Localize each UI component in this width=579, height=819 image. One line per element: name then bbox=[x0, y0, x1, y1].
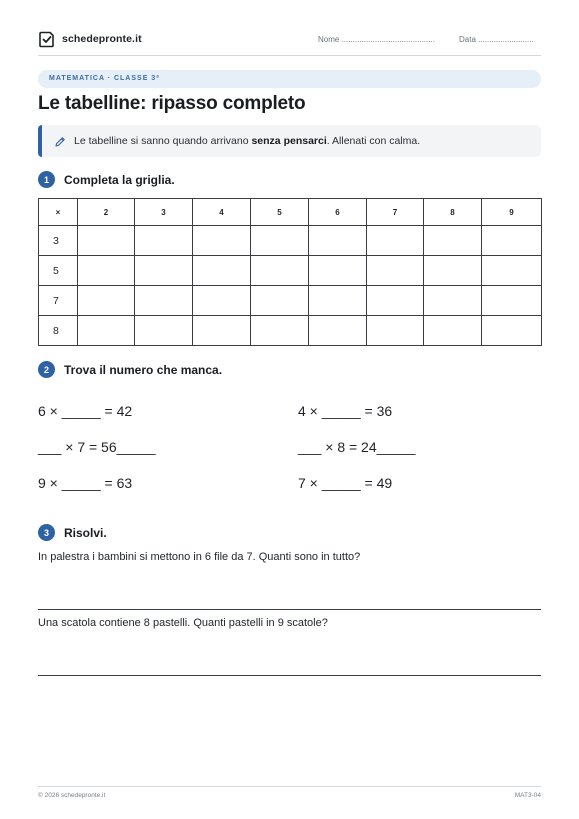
grid-col-header: 7 bbox=[367, 199, 424, 226]
equation-4: ___ × 8 = 24_____ bbox=[298, 439, 416, 455]
grid-answer-cell[interactable] bbox=[367, 286, 424, 316]
grid-answer-cell[interactable] bbox=[135, 316, 193, 346]
section-title: Trova il numero che manca. bbox=[64, 362, 223, 377]
grid-answer-cell[interactable] bbox=[78, 226, 135, 256]
brand-name: schedepronte.it bbox=[62, 33, 142, 45]
section-2-heading bbox=[38, 361, 222, 378]
grid-answer-cell[interactable] bbox=[424, 286, 482, 316]
grid-answer-cell[interactable] bbox=[193, 226, 251, 256]
grid-answer-cell[interactable] bbox=[251, 256, 309, 286]
grid-row bbox=[39, 226, 542, 256]
equation-3: ___ × 7 = 56_____ bbox=[38, 439, 156, 455]
grid-header-row bbox=[39, 199, 542, 226]
grid-corner: × bbox=[39, 199, 78, 226]
problem-1: In palestra i bambini si mettono in 6 file da 7. Quanti sono in tutto? bbox=[38, 551, 361, 563]
page-footer bbox=[38, 786, 541, 799]
equation-5: 9 × _____ = 63 bbox=[38, 475, 133, 491]
section-number-badge: 1 bbox=[38, 171, 55, 188]
tip-text: Le tabelline si sanno quando arrivano senza pensarci. Allenati con calma. bbox=[74, 135, 421, 147]
grid-answer-cell[interactable] bbox=[424, 316, 482, 346]
grid-answer-cell[interactable] bbox=[193, 316, 251, 346]
equation-6: 7 × _____ = 49 bbox=[298, 475, 393, 491]
grid-answer-cell[interactable] bbox=[193, 256, 251, 286]
grid-col-header: 6 bbox=[309, 199, 367, 226]
section-number-badge: 2 bbox=[38, 361, 55, 378]
page-title: Le tabelline: ripasso completo bbox=[38, 93, 306, 114]
grid-col-header: 8 bbox=[424, 199, 482, 226]
date-field: Data ......................... bbox=[459, 35, 534, 44]
grid-row bbox=[39, 316, 542, 346]
grid-col-header: 5 bbox=[251, 199, 309, 226]
grid-answer-cell[interactable] bbox=[482, 256, 542, 286]
grid-row-header: 7 bbox=[39, 286, 78, 316]
subject-label: MATEMATICA · CLASSE 3ª bbox=[49, 75, 160, 82]
grid-answer-cell[interactable] bbox=[78, 256, 135, 286]
grid-answer-cell[interactable] bbox=[482, 286, 542, 316]
grid-answer-cell[interactable] bbox=[135, 226, 193, 256]
section-1-heading bbox=[38, 171, 175, 188]
tip-emphasis: senza pensarci bbox=[251, 135, 327, 147]
grid-row-header: 3 bbox=[39, 226, 78, 256]
grid-answer-cell[interactable] bbox=[482, 226, 542, 256]
grid-answer-cell[interactable] bbox=[309, 256, 367, 286]
grid-answer-cell[interactable] bbox=[309, 226, 367, 256]
grid-row-header: 5 bbox=[39, 256, 78, 286]
grid-col-header: 3 bbox=[135, 199, 193, 226]
grid-answer-cell[interactable] bbox=[482, 316, 542, 346]
grid-answer-cell[interactable] bbox=[78, 316, 135, 346]
grid-answer-cell[interactable] bbox=[424, 226, 482, 256]
grid-answer-cell[interactable] bbox=[135, 256, 193, 286]
grid-col-header: 2 bbox=[78, 199, 135, 226]
answer-line bbox=[38, 609, 541, 610]
brand-logo[interactable] bbox=[38, 30, 142, 48]
grid-answer-cell[interactable] bbox=[309, 316, 367, 346]
grid-answer-cell[interactable] bbox=[309, 286, 367, 316]
problem-2: Una scatola contiene 8 pastelli. Quanti pastelli in 9 scatole? bbox=[38, 617, 328, 629]
grid-answer-cell[interactable] bbox=[135, 286, 193, 316]
grid-col-header: 4 bbox=[193, 199, 251, 226]
grid-row bbox=[39, 286, 542, 316]
tip-box bbox=[38, 125, 541, 157]
section-title: Completa la griglia. bbox=[64, 172, 175, 187]
grid-answer-cell[interactable] bbox=[367, 256, 424, 286]
grid-answer-cell[interactable] bbox=[251, 286, 309, 316]
footer-copyright: © 2026 schedepronte.it bbox=[38, 792, 106, 799]
multiplication-grid bbox=[38, 198, 542, 346]
grid-row bbox=[39, 256, 542, 286]
grid-answer-cell[interactable] bbox=[251, 226, 309, 256]
page-header bbox=[38, 28, 541, 56]
grid-answer-cell[interactable] bbox=[367, 226, 424, 256]
answer-line bbox=[38, 675, 541, 676]
section-number-badge: 3 bbox=[38, 524, 55, 541]
grid-col-header: 9 bbox=[482, 199, 542, 226]
section-title: Risolvi. bbox=[64, 525, 107, 540]
grid-row-header: 8 bbox=[39, 316, 78, 346]
grid-answer-cell[interactable] bbox=[193, 286, 251, 316]
check-document-icon bbox=[38, 30, 56, 48]
grid-answer-cell[interactable] bbox=[251, 316, 309, 346]
equation-2: 4 × _____ = 36 bbox=[298, 403, 393, 419]
pencil-icon bbox=[54, 136, 66, 148]
grid-answer-cell[interactable] bbox=[78, 286, 135, 316]
equation-1: 6 × _____ = 42 bbox=[38, 403, 133, 419]
subject-banner bbox=[38, 70, 541, 88]
footer-code: MAT3-04 bbox=[514, 792, 541, 799]
grid-answer-cell[interactable] bbox=[424, 256, 482, 286]
grid-answer-cell[interactable] bbox=[367, 316, 424, 346]
name-field: Nome .......................................... bbox=[318, 35, 435, 44]
section-3-heading bbox=[38, 524, 107, 541]
